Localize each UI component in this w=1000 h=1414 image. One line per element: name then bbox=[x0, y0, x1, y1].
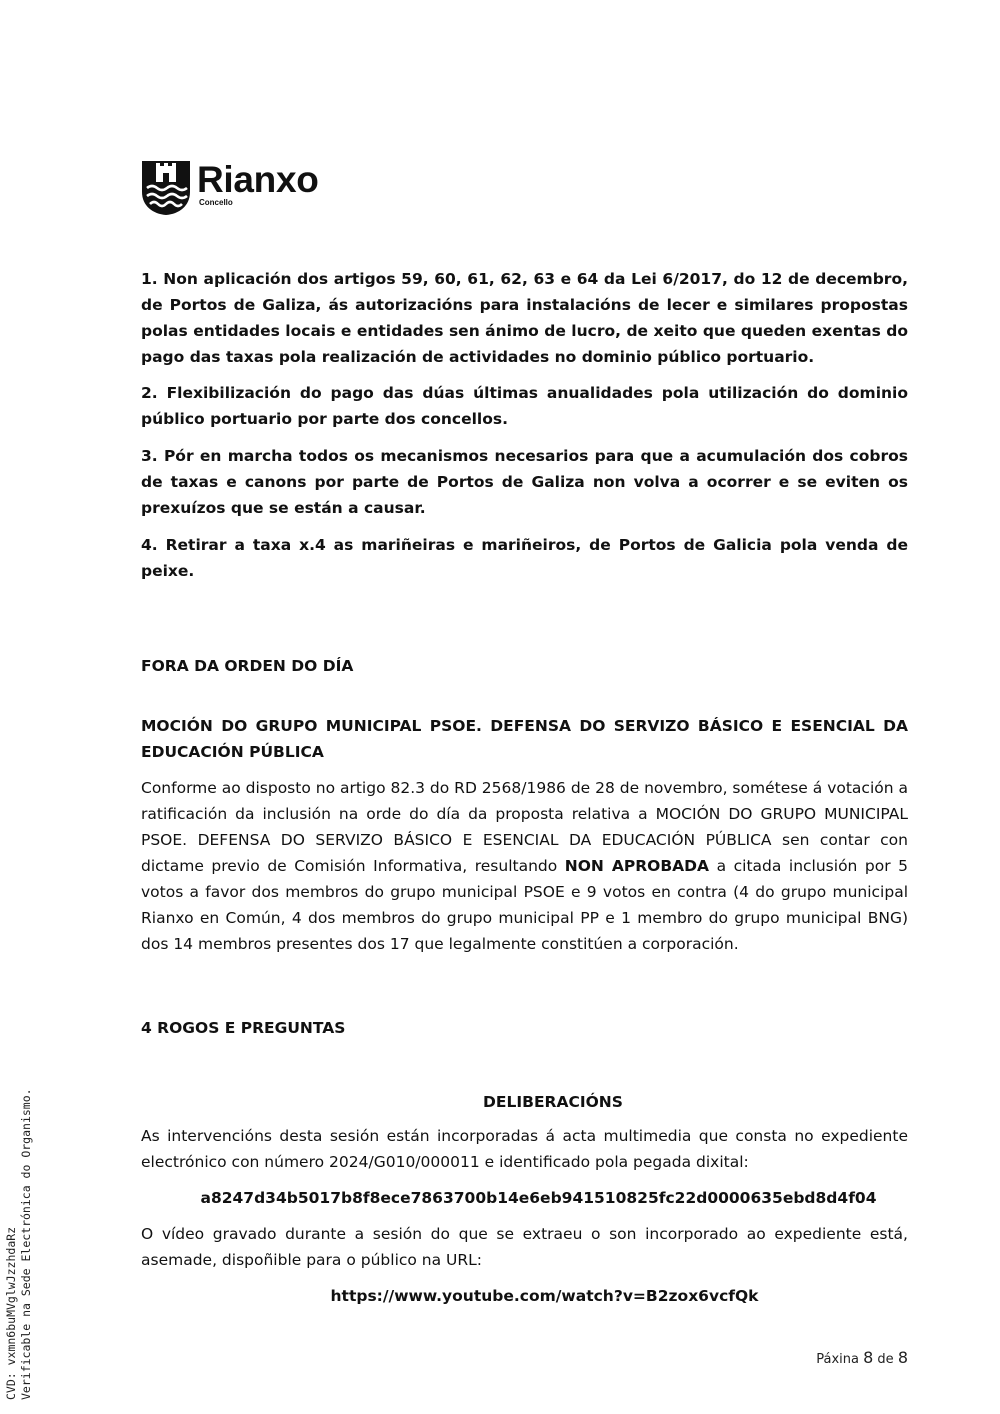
page-footer bbox=[816, 1348, 908, 1367]
rogos-heading: 4 ROGOS E PREGUNTAS bbox=[141, 1019, 346, 1037]
mocion-text-after: a citada inclusión por 5 votos a favor dos membros do grupo municipal PSOE e 9 votos en contra (4 do grupo municipal Rianxo en Común, 4 dos membros do grupo municipal PP e 1 membro do grupo municipal BNG) dos 14 membros presentes dos 17 que legalmente constitúen a corporación. bbox=[141, 857, 909, 953]
coat-of-arms-icon bbox=[141, 160, 191, 216]
deliberacions-heading: DELIBERACIÓNS bbox=[483, 1093, 623, 1111]
mocion-result: NON APROBADA bbox=[564, 857, 710, 875]
logo-subtitle: Concello bbox=[199, 198, 233, 207]
agreement-item-2: 2. Flexibilización do pago das dúas últimas anualidades pola utilización do dominio público portuario por parte dos concellos. bbox=[141, 384, 908, 428]
video-text: O vídeo gravado durante a sesión do que se extraeu o son incorporado ao expediente está, asemade, dispoñible para o público na URL: bbox=[141, 1225, 908, 1269]
deliberacions-text: As intervencións desta sesión están incorporadas á acta multimedia que consta no expediente electrónico con número 2024/G010/000011 e identificado pola pegada dixital: bbox=[141, 1127, 908, 1171]
fora-heading: FORA DA ORDEN DO DÍA bbox=[141, 657, 354, 675]
agreement-item-1: 1. Non aplicación dos artigos 59, 60, 61, 62, 63 e 64 da Lei 6/2017, do 12 de decembro, de Portos de Galiza, ás autorizacións para instalacións de lecer e similares propostas polas entidades locais e entidades sen ánimo de lucro, de xeito que queden exentas do pago das taxas pola realización de actividades no dominio público portuario. bbox=[141, 270, 908, 366]
verification-text: Verificable na Sede Electrónica do Organismo. bbox=[19, 1088, 33, 1400]
video-url[interactable]: https://www.youtube.com/watch?v=B2zox6vcfQk bbox=[330, 1287, 759, 1305]
agreement-item-3: 3. Pór en marcha todos os mecanismos necesarios para que a acumulación dos cobros de taxas e canons por parte de Portos de Galiza non volva a ocorrer e se eviten os prexuízos que se están a causar. bbox=[141, 447, 908, 517]
page-total: 8 bbox=[897, 1348, 908, 1367]
verification-code: CVD: vxmn6buMVglwJzzhdaRz bbox=[4, 1226, 18, 1400]
agreement-item-4: 4. Retirar a taxa x.4 as mariñeiras e mariñeiros, de Portos de Galicia pola venda de peixe. bbox=[141, 536, 908, 580]
logo-name: Rianxo bbox=[197, 159, 319, 200]
mocion-title: MOCIÓN DO GRUPO MUNICIPAL PSOE. DEFENSA DO SERVIZO BÁSICO E ESENCIAL DA EDUCACIÓN PÚBLICA bbox=[141, 717, 908, 761]
mocion-text-before: Conforme ao disposto no artigo 82.3 do RD 2568/1986 de 28 de novembro, sométese á votación a ratificación da inclusión na orde do día da proposta relativa a MOCIÓN DO GRUPO MUNICIPAL PSOE. DEFENSA DO SERVIZO BÁSICO E ESENCIAL DA EDUCACIÓN PÚBLICA sen contar con dictame previo de Comisión Informativa, resultando bbox=[141, 779, 908, 875]
mocion-text bbox=[141, 775, 908, 957]
verification-note bbox=[4, 1088, 34, 1400]
page-label: Páxina bbox=[816, 1352, 859, 1367]
logo bbox=[141, 160, 319, 216]
hash-value: a8247d34b5017b8f8ece7863700b14e6eb941510825fc22d0000635ebd8d4f04 bbox=[200, 1189, 877, 1207]
page-of: de bbox=[877, 1352, 894, 1367]
page-number: 8 bbox=[863, 1348, 874, 1367]
document-body bbox=[141, 266, 908, 1309]
